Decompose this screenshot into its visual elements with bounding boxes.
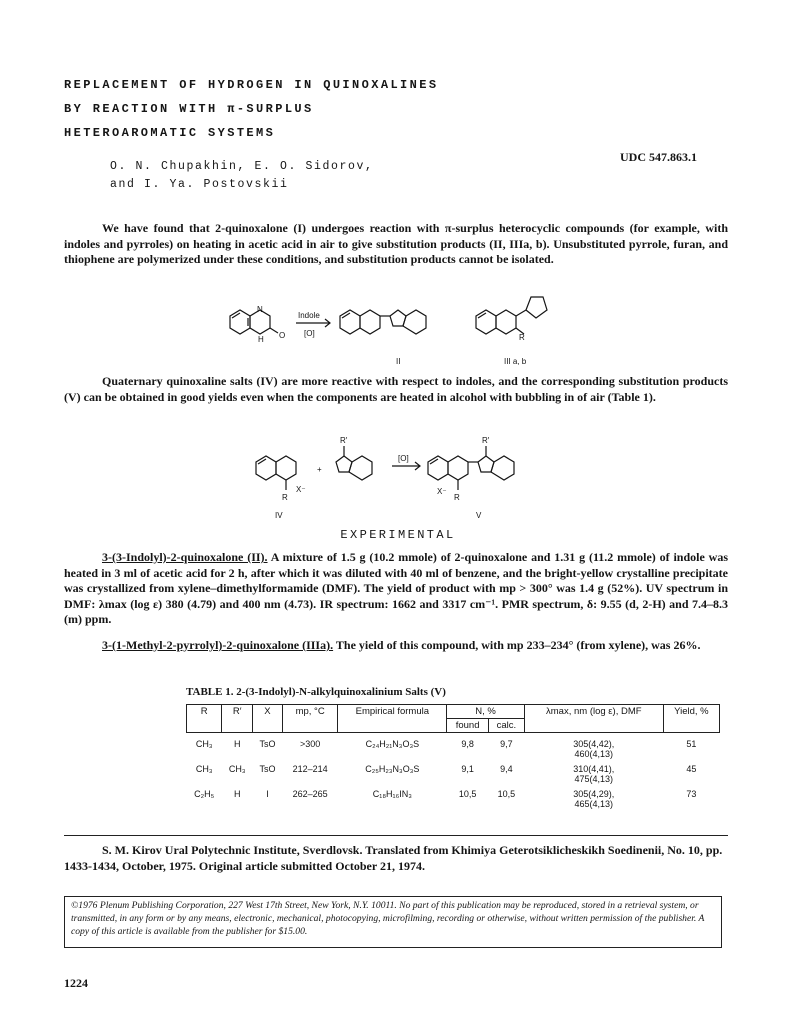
cell-lambda-2: 475(4,13) xyxy=(574,774,614,784)
salts-table xyxy=(186,704,720,813)
page-number: 1224 xyxy=(64,976,88,990)
copyright-notice: ©1976 Plenum Publishing Corporation, 227 West 17th Street, New York, N.Y. 10011. No part of this publication may be reproduced, stored in a retrieval system, or transmitted, in any form or by any means, electronic, mechanical, photocopying, microfilming, recording or otherwise, without written permission of the publisher. A copy of this article is available from the publisher for $15.00. xyxy=(64,896,722,948)
cell-mp: >300 xyxy=(299,739,321,749)
scheme2-atom-rp-v: R′ xyxy=(482,436,490,445)
title-line-3: HETEROAROMATIC SYSTEMS xyxy=(64,126,276,140)
scheme2-label-iv: IV xyxy=(275,511,283,520)
authors-line-2: and I. Ya. Postovskii xyxy=(110,178,289,191)
scheme1-atom-o: O xyxy=(279,331,286,340)
scheme1-atom-h: H xyxy=(258,335,264,344)
cell-yield: 73 xyxy=(686,789,697,799)
cell-formula: C₂₅H₂₃N₃O₃S xyxy=(365,764,420,774)
cell-lambda-1: 305(4,29), xyxy=(573,789,615,799)
authors-line-1: O. N. Chupakhin, E. O. Sidorov, xyxy=(110,160,374,173)
col-calc: calc. xyxy=(488,719,524,733)
experimental-heading: EXPERIMENTAL xyxy=(340,528,456,542)
cell-calc: 9,7 xyxy=(500,739,513,749)
scheme1-atom-r: R xyxy=(519,333,525,342)
cell-mp: 262–265 xyxy=(292,789,328,799)
cell-r: CH₃ xyxy=(195,739,213,749)
cell-calc: 10,5 xyxy=(497,789,516,799)
col-formula: Empirical formula xyxy=(338,705,447,733)
cell-rp: CH₃ xyxy=(228,764,246,774)
experiment-ii-compound: 3-(3-Indolyl)-2-quinoxalone (II). xyxy=(102,550,268,564)
col-r: R xyxy=(187,705,222,733)
col-rp: R′ xyxy=(222,705,253,733)
cell-yield: 45 xyxy=(686,764,697,774)
cell-formula: C₂₄H₂₁N₃O₃S xyxy=(365,739,420,749)
cell-r: CH₃ xyxy=(195,764,213,774)
table-row xyxy=(187,788,720,813)
scheme1-atom-n: N xyxy=(257,305,263,314)
col-n: N, % xyxy=(447,705,525,719)
cell-rp: H xyxy=(233,789,241,799)
cell-mp: 212–214 xyxy=(292,764,328,774)
cell-lambda xyxy=(524,733,663,764)
cell-lambda xyxy=(524,788,663,813)
scheme2-condition: [O] xyxy=(398,454,409,463)
affiliation-text: S. M. Kirov Ural Polytechnic Institute, Sverdlovsk. Translated from Khimiya Geterotsiklicheskikh Soedinenii, No. 10, pp. 1433-1434, October, 1975. Original article submitted October 21, 1974. xyxy=(64,843,723,873)
cell-lambda-2: 460(4,13) xyxy=(574,749,614,759)
cell-lambda-1: 310(4,41), xyxy=(573,764,615,774)
scheme2-plus: + xyxy=(317,465,322,474)
col-x: X xyxy=(253,705,283,733)
cell-rp: H xyxy=(233,739,241,749)
table-row xyxy=(187,733,720,764)
footer-rule xyxy=(64,835,728,836)
scheme1-label-ii: II xyxy=(396,357,401,366)
scheme2-atom-r-iv: R xyxy=(282,493,288,502)
cell-x: TsO xyxy=(259,739,276,749)
scheme1-reagent: Indole xyxy=(298,311,320,320)
cell-found: 9,8 xyxy=(461,739,474,749)
cell-found: 10,5 xyxy=(458,789,477,799)
cell-x: I xyxy=(266,789,269,799)
scheme1-label-iii: III a, b xyxy=(504,357,527,366)
scheme2-atom-x-iv: X⁻ xyxy=(296,485,306,494)
cell-r: C₂H₅ xyxy=(194,789,215,799)
col-yield: Yield, % xyxy=(663,705,719,733)
col-found: found xyxy=(447,719,489,733)
col-lambda: λmax, nm (log ε), DMF xyxy=(524,705,663,733)
intro-text: We have found that 2-quinoxalone (I) undergoes reaction with π-surplus heterocyclic compounds (for example, with indoles and pyrroles) on heating in acetic acid in air to give substitution products (II, IIIa, b). Unsubstituted pyrrole, furan, and thiophene are polymerized under these conditions, and substitution products cannot be isolated. xyxy=(64,221,728,267)
experiment-iiia-paragraph xyxy=(64,638,728,654)
experiment-ii-paragraph xyxy=(64,550,728,628)
cell-x: TsO xyxy=(259,764,276,774)
experiment-iiia-compound: 3-(1-Methyl-2-pyrrolyl)-2-quinoxalone (IIIa). xyxy=(102,638,334,652)
cell-found: 9,1 xyxy=(461,764,474,774)
cell-formula: C₁₈H₁₆IN₃ xyxy=(372,789,412,799)
scheme2-atom-rp-indole: R′ xyxy=(340,436,348,445)
cell-lambda-1: 305(4,42), xyxy=(573,739,615,749)
table-row xyxy=(187,763,720,788)
cell-calc: 9,4 xyxy=(500,764,513,774)
cell-lambda-2: 465(4,13) xyxy=(574,799,614,809)
table-caption: TABLE 1. 2-(3-Indolyl)-N-alkylquinoxalinium Salts (V) xyxy=(186,686,446,698)
quaternary-text: Quaternary quinoxaline salts (IV) are more reactive with respect to indoles, and the corresponding substitution products (V) can be obtained in good yields even when the components are heated in alcohol with bubbling in of air (Table 1). xyxy=(64,374,728,404)
scheme1-condition: [O] xyxy=(304,329,315,338)
experiment-iiia-text: The yield of this compound, with mp 233–234° (from xylene), was 26%. xyxy=(335,638,701,652)
title-line-2: BY REACTION WITH π-SURPLUS xyxy=(64,102,314,116)
col-mp: mp, °C xyxy=(282,705,338,733)
cell-lambda xyxy=(524,763,663,788)
scheme2-atom-x-v: X⁻ xyxy=(437,487,447,496)
title-line-1: REPLACEMENT OF HYDROGEN IN QUINOXALINES xyxy=(64,78,439,92)
cell-yield: 51 xyxy=(686,739,697,749)
scheme2-label-v: V xyxy=(476,511,482,520)
scheme2-atom-r-v: R xyxy=(454,493,460,502)
affiliation xyxy=(64,842,728,874)
experiment-ii-text: A mixture of 1.5 g (10.2 mmole) of 2-quinoxalone and 1.31 g (11.2 mmole) of indole was heated in 3 ml of acetic acid for 2 h, after which it was diluted with 40 ml of benzene, and the bright-yellow crystalline precipitate was crystallized from xylene–dimethylformamide (DMF). The yield of product with mp > 300° was 1.4 g (52%). UV spectrum in DMF: λmax (log ε) 380 (4.79) and 400 nm (4.73). IR spectrum: 1662 and 3317 cm⁻¹. PMR spectrum, δ: 9.55 (d, 2-H) and 7.4–8.3 (m) ppm. xyxy=(64,550,728,627)
udc-code: UDC 547.863.1 xyxy=(620,150,697,164)
